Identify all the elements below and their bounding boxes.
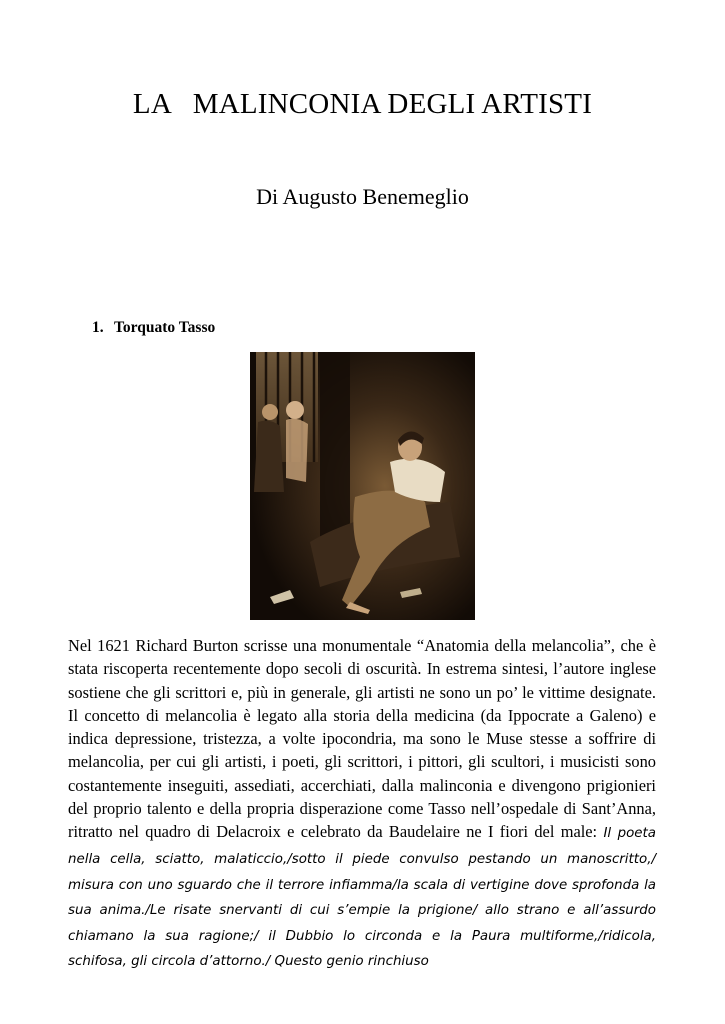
document-title: LA MALINCONIA DEGLI ARTISTI (132, 88, 593, 120)
section-number: 1. (92, 319, 104, 336)
paragraph-text: Nel 1621 Richard Burton scrisse una monumentale “Anatomia della melancolia”, che è stata riscoperta recentemente dopo secoli di oscurità. In estrema sintesi, l’autore inglese sostiene che gli scrittori e, più in generale, gli artisti ne sono un po’ le vittime designate. Il concetto di melancolia è legato alla storia della medicina (da Ippocrate a Galeno) e indica depressione, tristezza, a volte ipocondria, ma sono le Muse stesse a soffrire di melancolia, per cui gli artisti, i poeti, gli scrittori, i pittori, gli scultori, i musicisti sono costantemente inseguiti, assediati, accerchiati, dalla malinconia e divengono prigionieri del proprio talento e della propria disperazione come Tasso nell’ospedale di Sant’Anna, ritratto nel quadro di Delacroix e celebrato da Baudelaire ne I fiori del male: (68, 636, 656, 842)
delacroix-painting-image (250, 352, 475, 620)
baudelaire-quote: Il poeta nella cella, sciatto, malaticcio,/sotto il piede convulso pestando un manoscritto,/ misura con uno sguardo che il terrore infiamma/la scala di vertigine dove sprofonda la sua anima./Le risate snervanti di cui s’empie la prigione/ allo strano e all’assurdo chiamano la sua ragione;/ il Dubbio lo circonda e la Paura multiforme,/ridicola, schifosa, gli circola d’attorno./ Questo genio rinchiuso (68, 826, 656, 970)
section-heading (92, 319, 215, 337)
document-author: Di Augusto Benemeglio (256, 184, 469, 209)
body-paragraph (68, 634, 656, 974)
section-title: Torquato Tasso (114, 319, 216, 336)
